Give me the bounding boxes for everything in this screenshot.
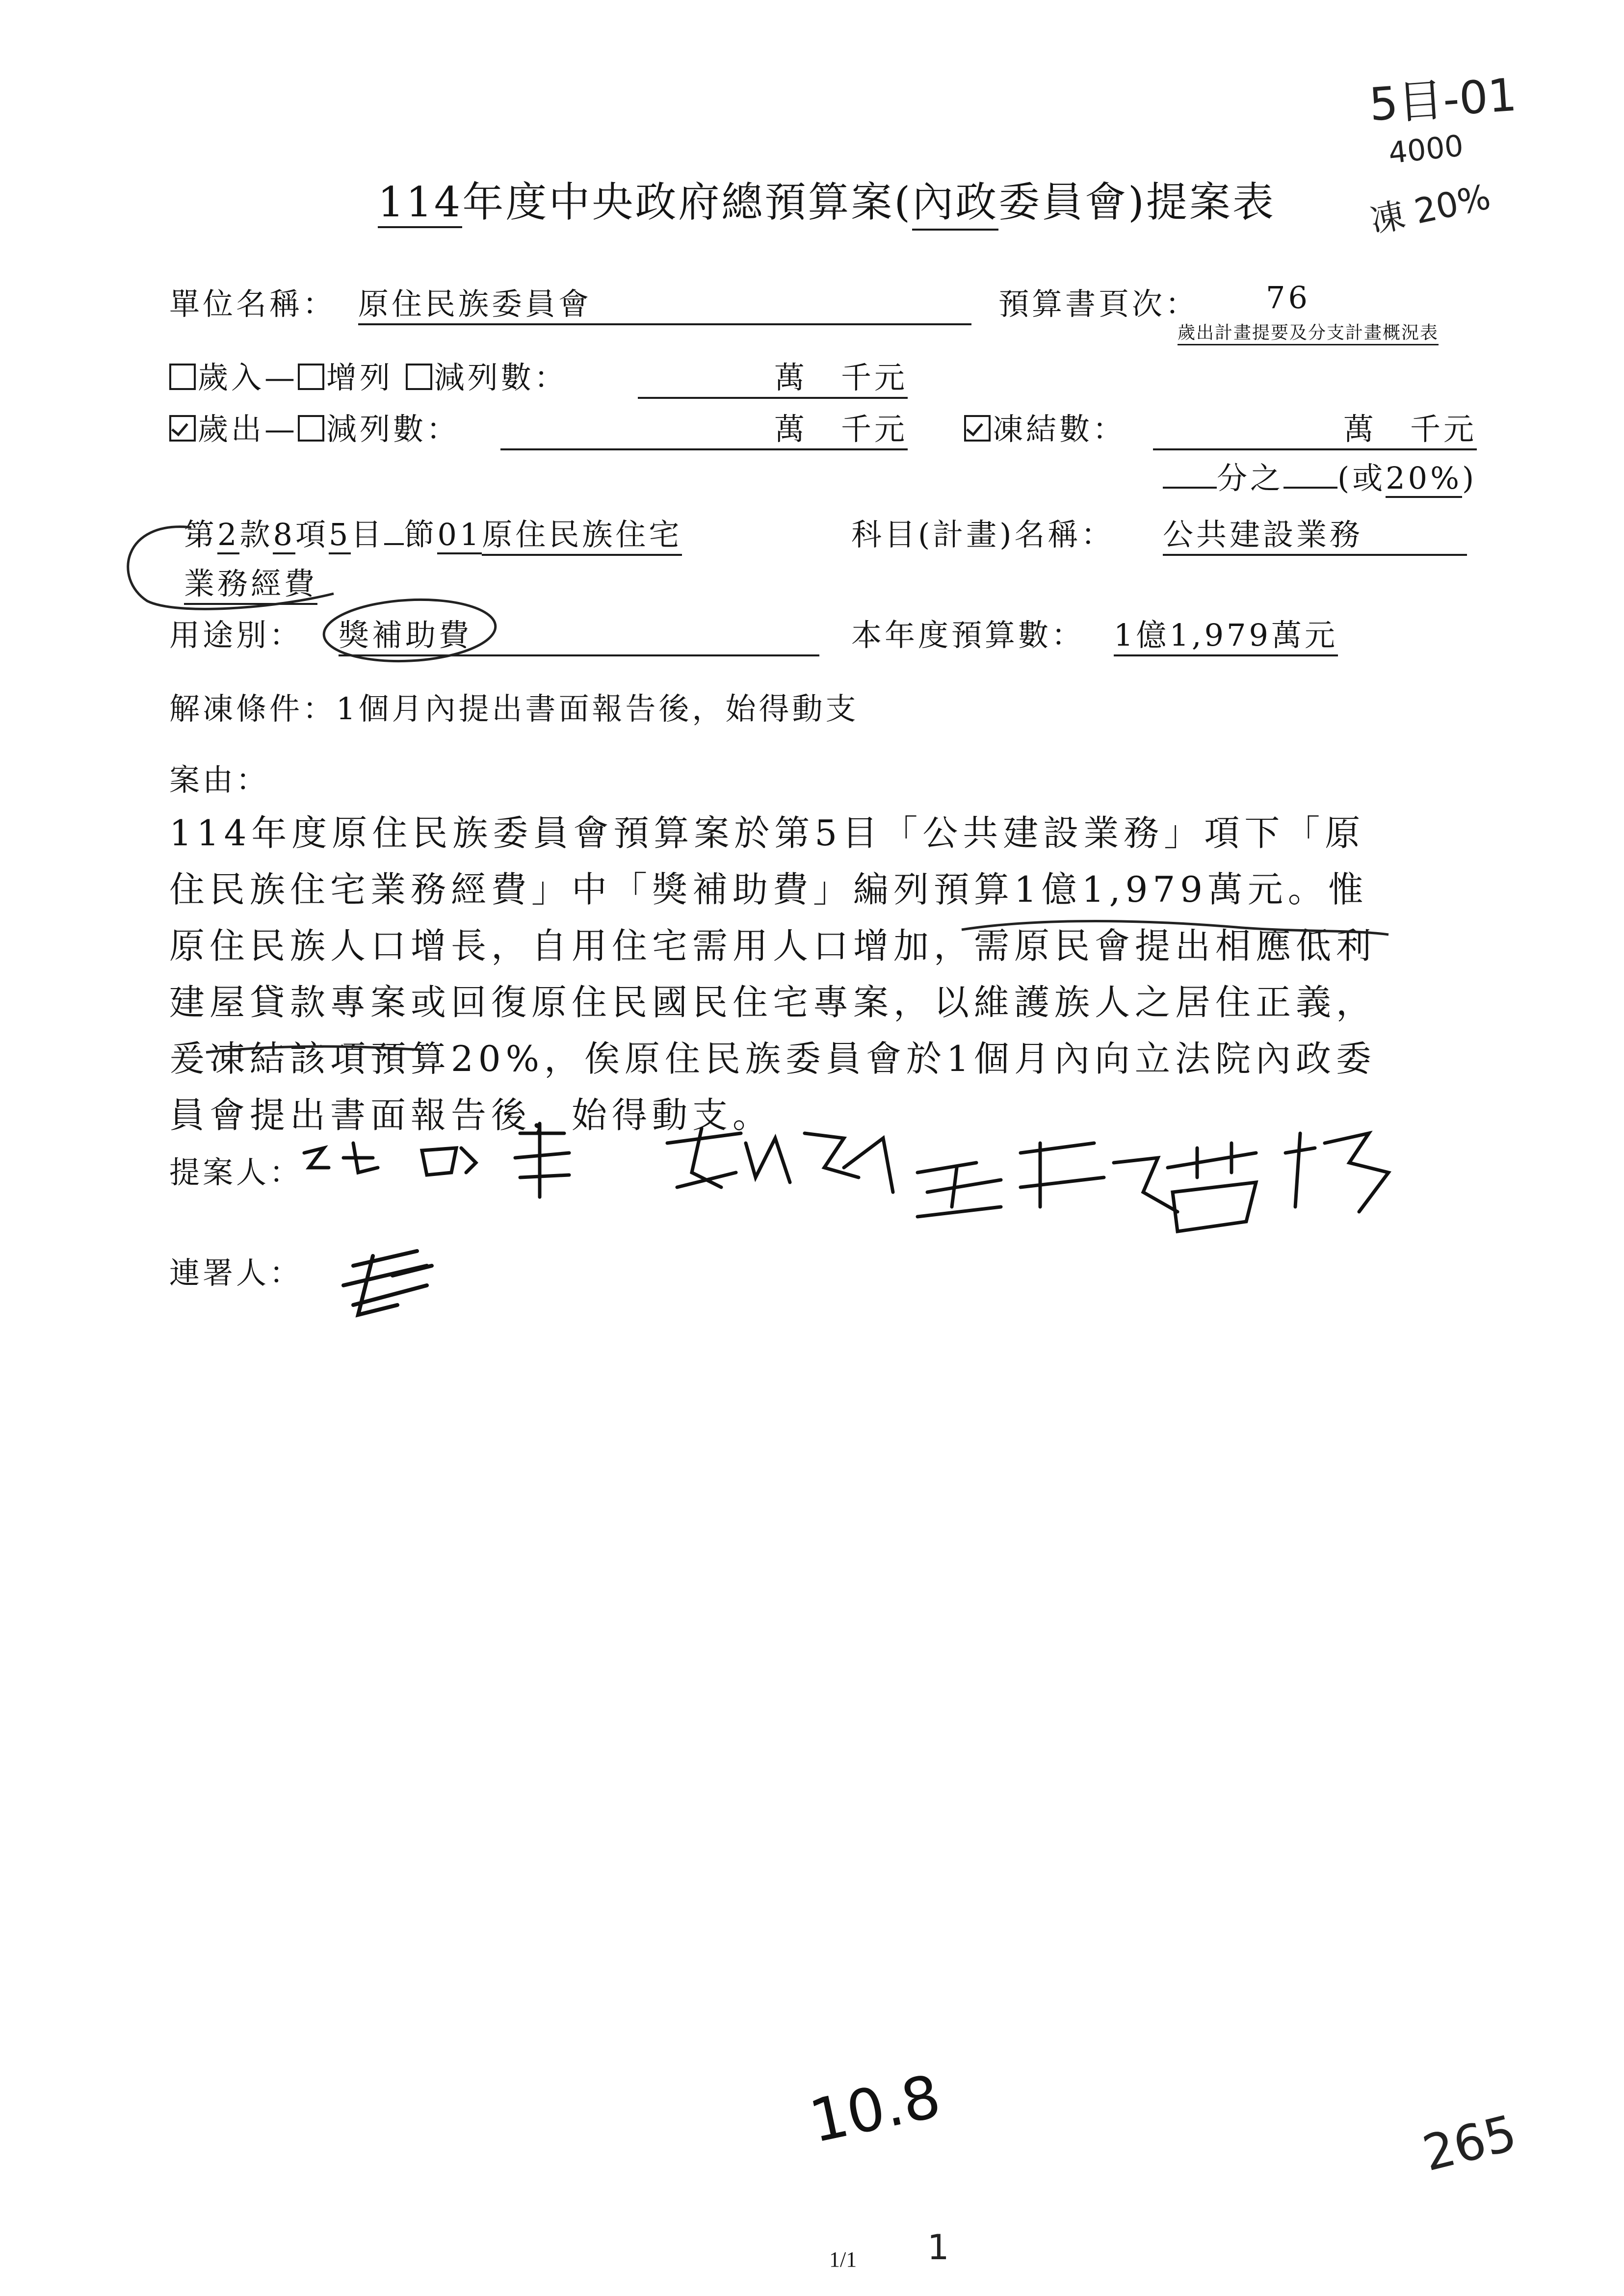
usage-label: 用途別： [169,617,303,653]
reason-line-2: 住民族住宅業務經費」中「獎補助費」編列預算1億1,979萬元。惟 [169,869,1368,910]
program-kuan: 2 [217,517,239,554]
usage-circle-mark [322,596,497,665]
budget-value: 1億1,979萬元 [1114,611,1338,656]
program-prefix: 第 [184,517,218,552]
body-underline-mark-1 [962,921,1388,935]
subject-label: 科目(計畫)名稱： [851,517,1115,552]
reason-line-6: 員會提出書面報告後，始得動支。 [169,1095,773,1136]
program-name-1: 原住民族住宅 [482,510,682,556]
reason-line-3: 原住民族人口增長，自用住宅需用人口增加，需原民會提出相應低利 [169,925,1377,966]
subject-value: 公共建設業務 [1163,510,1467,556]
condition-label: 解凍條件： [169,691,337,727]
page-note: 歲出計畫提要及分支計畫概況表 [1178,319,1439,345]
signature-2 [667,1128,893,1192]
program-name-2: 業務經費 [184,559,317,605]
cosigner-signature [343,1251,432,1315]
cosigner-label: 連署人： [169,1255,303,1291]
program-jie-label: 節 [404,517,438,552]
signature-1 [304,1123,569,1197]
expenditure-amount-field[interactable]: 萬 千元 [500,405,908,450]
program-mu: 5 [329,517,351,554]
handwritten-number: 10.8 [804,2062,946,2157]
reason-line-4: 建屋貸款專案或回復原住民國民住宅專案，以維護族人之居住正義， [169,982,1377,1023]
fraction-or: (或 [1337,460,1386,496]
handwritten-note-1: 5目-01 [1367,68,1519,131]
program-kuan-label: 款 [239,517,273,552]
unit-value: 原住民族委員會 [358,280,971,325]
body-underline-mark-2 [206,1046,422,1052]
condition-value: 1個月內提出書面報告後，始得動支 [336,691,859,727]
expenditure-decrease-label: 減列數： [326,411,460,447]
signature-3 [917,1143,1178,1217]
reason-label: 案由： [169,762,270,798]
fraction-label: 分之 [1217,460,1284,496]
reason-line-1: 114年度原住民族委員會預算案於第5目「公共建設業務」項下「原 [169,812,1365,854]
freeze-label: 凍結數： [993,411,1126,447]
title-middle: 年度中央政府總預算案( [462,178,913,226]
title-end: 委員會)提案表 [998,178,1276,226]
program-xiang: 8 [273,517,295,554]
usage-value: 獎補助費 [339,611,819,656]
handwritten-note-2: 4000 [1387,129,1465,171]
reason-line-5: 爰凍結該項預算20%，俟原住民族委員會於1個月內向立法院內政委 [169,1038,1376,1079]
handwritten-page-number: 265 [1417,2104,1522,2183]
program-code: 01 [437,517,482,554]
expenditure-label: 歲出— [198,411,298,447]
fraction-close: ) [1462,460,1477,496]
program-xiang-label: 項 [295,517,329,552]
fraction-percent: 20% [1386,460,1462,498]
freeze-amount-field[interactable]: 萬 千元 [1153,405,1477,450]
program-circle-mark [128,527,334,609]
title-committee: 內政 [912,169,998,231]
page-label: 預算書頁次： [998,286,1199,322]
page-value: 76 [1266,280,1310,315]
signature-4 [1168,1133,1388,1231]
revenue-decrease-label: 減列數： [434,360,568,395]
handwritten-note-3: 凍 20% [1366,177,1494,241]
proposer-label: 提案人： [169,1154,303,1190]
title-year: 114 [378,178,462,228]
budget-label: 本年度預算數： [851,617,1085,653]
revenue-label: 歲入— [198,360,298,395]
page-number: 1/1 [829,2247,857,2271]
handwritten-tick: 1 [927,2227,949,2268]
unit-label: 單位名稱： [169,286,337,322]
program-mu-label: 目 [351,517,385,552]
revenue-amount-field[interactable]: 萬 千元 [638,353,908,399]
revenue-increase-label: 增列 [326,360,393,395]
